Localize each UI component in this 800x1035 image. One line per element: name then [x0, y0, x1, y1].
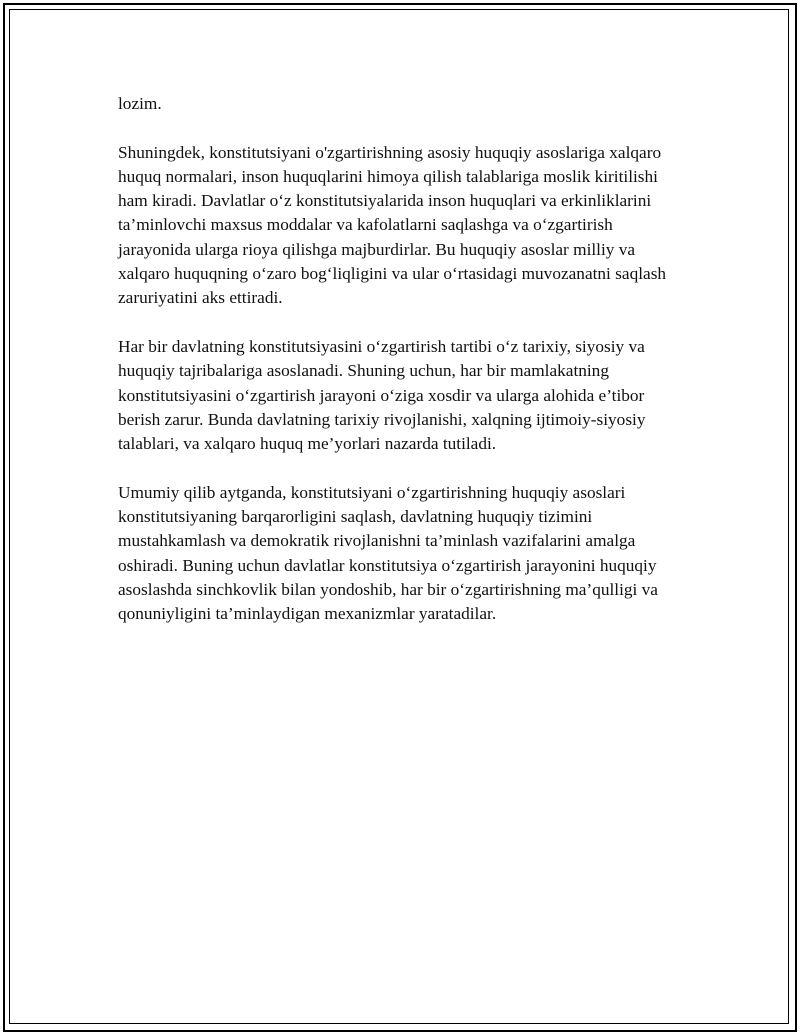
- document-body: [118, 92, 688, 651]
- paragraph-continuation: lozim.: [118, 94, 162, 113]
- paragraph-national-procedure: Har bir davlatning konstitutsiyasini o‘zgartirish tartibi o‘z tarixiy, siyosiy va huquqiy tajribalariga asoslanadi. Shuning uchun, har bir mamlakatning konstitutsiyasini o‘zgartirish jarayoni o‘ziga xosdir va ularga alohida e’tibor berish zarur. Bunda davlatning tarixiy rivojlanishi, xalqning ijtimoiy-siyosiy talablari, va xalqaro huquq me’yorlari nazarda tutiladi.: [118, 336, 646, 454]
- paragraph-conclusion: Umumiy qilib aytganda, konstitutsiyani o‘zgartirishning huquqiy asoslari konstitutsiyaning barqarorligini saqlash, davlatning huquqiy tizimini mustahkamlash va demokratik rivojlanishni ta’minlash vazifalarini amalga oshiradi. Buning uchun davlatlar konstitutsiya o‘zgartirish jarayonini huquqiy asoslashda sinchkovlik bilan yondoshib, har bir o‘zgartirishning ma’qulligi va qonuniyligini ta’minlaydigan mexanizmlar yaratadilar.: [118, 482, 658, 624]
- paragraph-international-law: Shuningdek, konstitutsiyani o'zgartirishning asosiy huquqiy asoslariga xalqaro huquq normalari, inson huquqlarini himoya qilish talablariga moslik kiritilishi ham kiradi. Davlatlar o‘z konstitutsiyalarida inson huquqlari va erkinliklarini ta’minlovchi maxsus moddalar va kafolatlarni saqlashga va o‘zgartirish jarayonida ularga rioya qilishga majburdirlar. Bu huquqiy asoslar milliy va xalqaro huquqning o‘zaro bog‘liqligini va ular o‘rtasidagi muvozanatni saqlash zaruriyatini aks ettiradi.: [118, 142, 667, 308]
